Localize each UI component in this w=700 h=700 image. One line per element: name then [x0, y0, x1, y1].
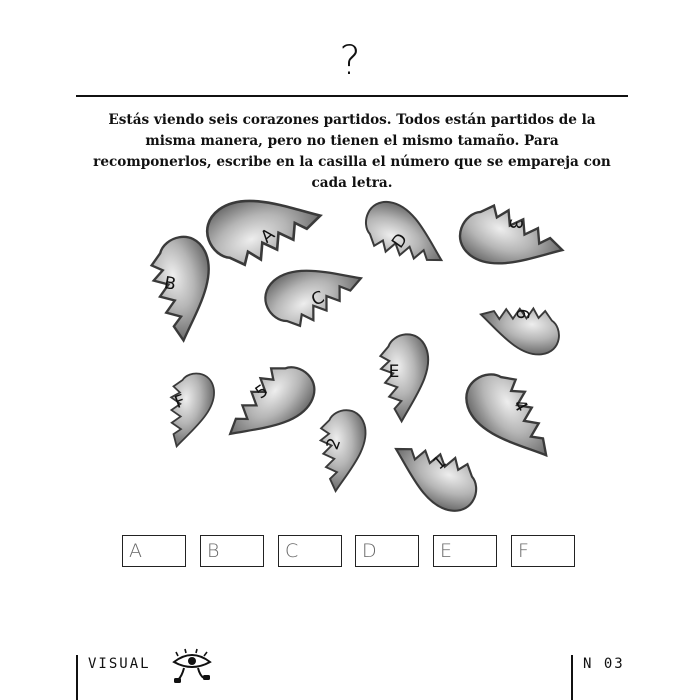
heart-half-label: 6	[511, 307, 533, 321]
answer-letter: C	[285, 540, 299, 562]
answer-box-e[interactable]	[433, 535, 497, 567]
answer-box-d[interactable]	[355, 535, 419, 567]
footer-right-rule	[571, 655, 573, 700]
heart-half-label: B	[162, 273, 178, 295]
footer-section-label: VISUAL	[88, 656, 151, 672]
answer-letter: D	[362, 540, 377, 562]
heart-half-label: D	[388, 229, 412, 253]
heart-half-label: C	[308, 287, 328, 311]
answer-letter: F	[518, 540, 529, 562]
heart-half-label: 5	[251, 380, 273, 404]
answer-box-b[interactable]	[200, 535, 264, 567]
instructions-text: Estás viendo seis corazones partidos. Todos están partidos de la misma manera, pero no tienen el mismo tamaño. Para recomponerlos, escribe en la casilla el número que se empareja con cada letra.	[93, 112, 611, 191]
heart-half-label: E	[388, 362, 400, 382]
answer-letter: E	[440, 540, 453, 562]
heart-half-5	[221, 353, 324, 461]
heart-half-3	[452, 195, 568, 290]
answer-letter: B	[207, 540, 220, 562]
footer-left-rule	[76, 655, 78, 700]
answer-box-c[interactable]	[278, 535, 342, 567]
heart-half-label: 2	[322, 435, 346, 453]
answer-box-f[interactable]	[511, 535, 575, 567]
answer-letter: A	[129, 540, 142, 562]
heart-half-e	[376, 331, 439, 423]
heart-half-label: A	[257, 224, 279, 248]
footer-page-number: N 03	[583, 656, 625, 672]
eye-with-legs-icon	[168, 648, 216, 684]
heart-half-1	[382, 438, 485, 517]
heart-half-a	[199, 171, 327, 276]
answer-box-a[interactable]	[122, 535, 186, 567]
heart-half-label: F	[171, 390, 189, 414]
heart-half-label: 4	[508, 396, 532, 416]
heart-half-label: 1	[429, 451, 451, 475]
heart-half-label: 3	[504, 217, 526, 231]
heart-half-4	[457, 361, 557, 477]
heart-half-2	[318, 409, 370, 492]
heart-half-d	[358, 196, 454, 271]
heart-half-c	[257, 242, 367, 337]
answer-boxes	[122, 535, 582, 569]
heart-half-f	[167, 371, 216, 449]
question-mark-icon: ?	[339, 38, 361, 84]
